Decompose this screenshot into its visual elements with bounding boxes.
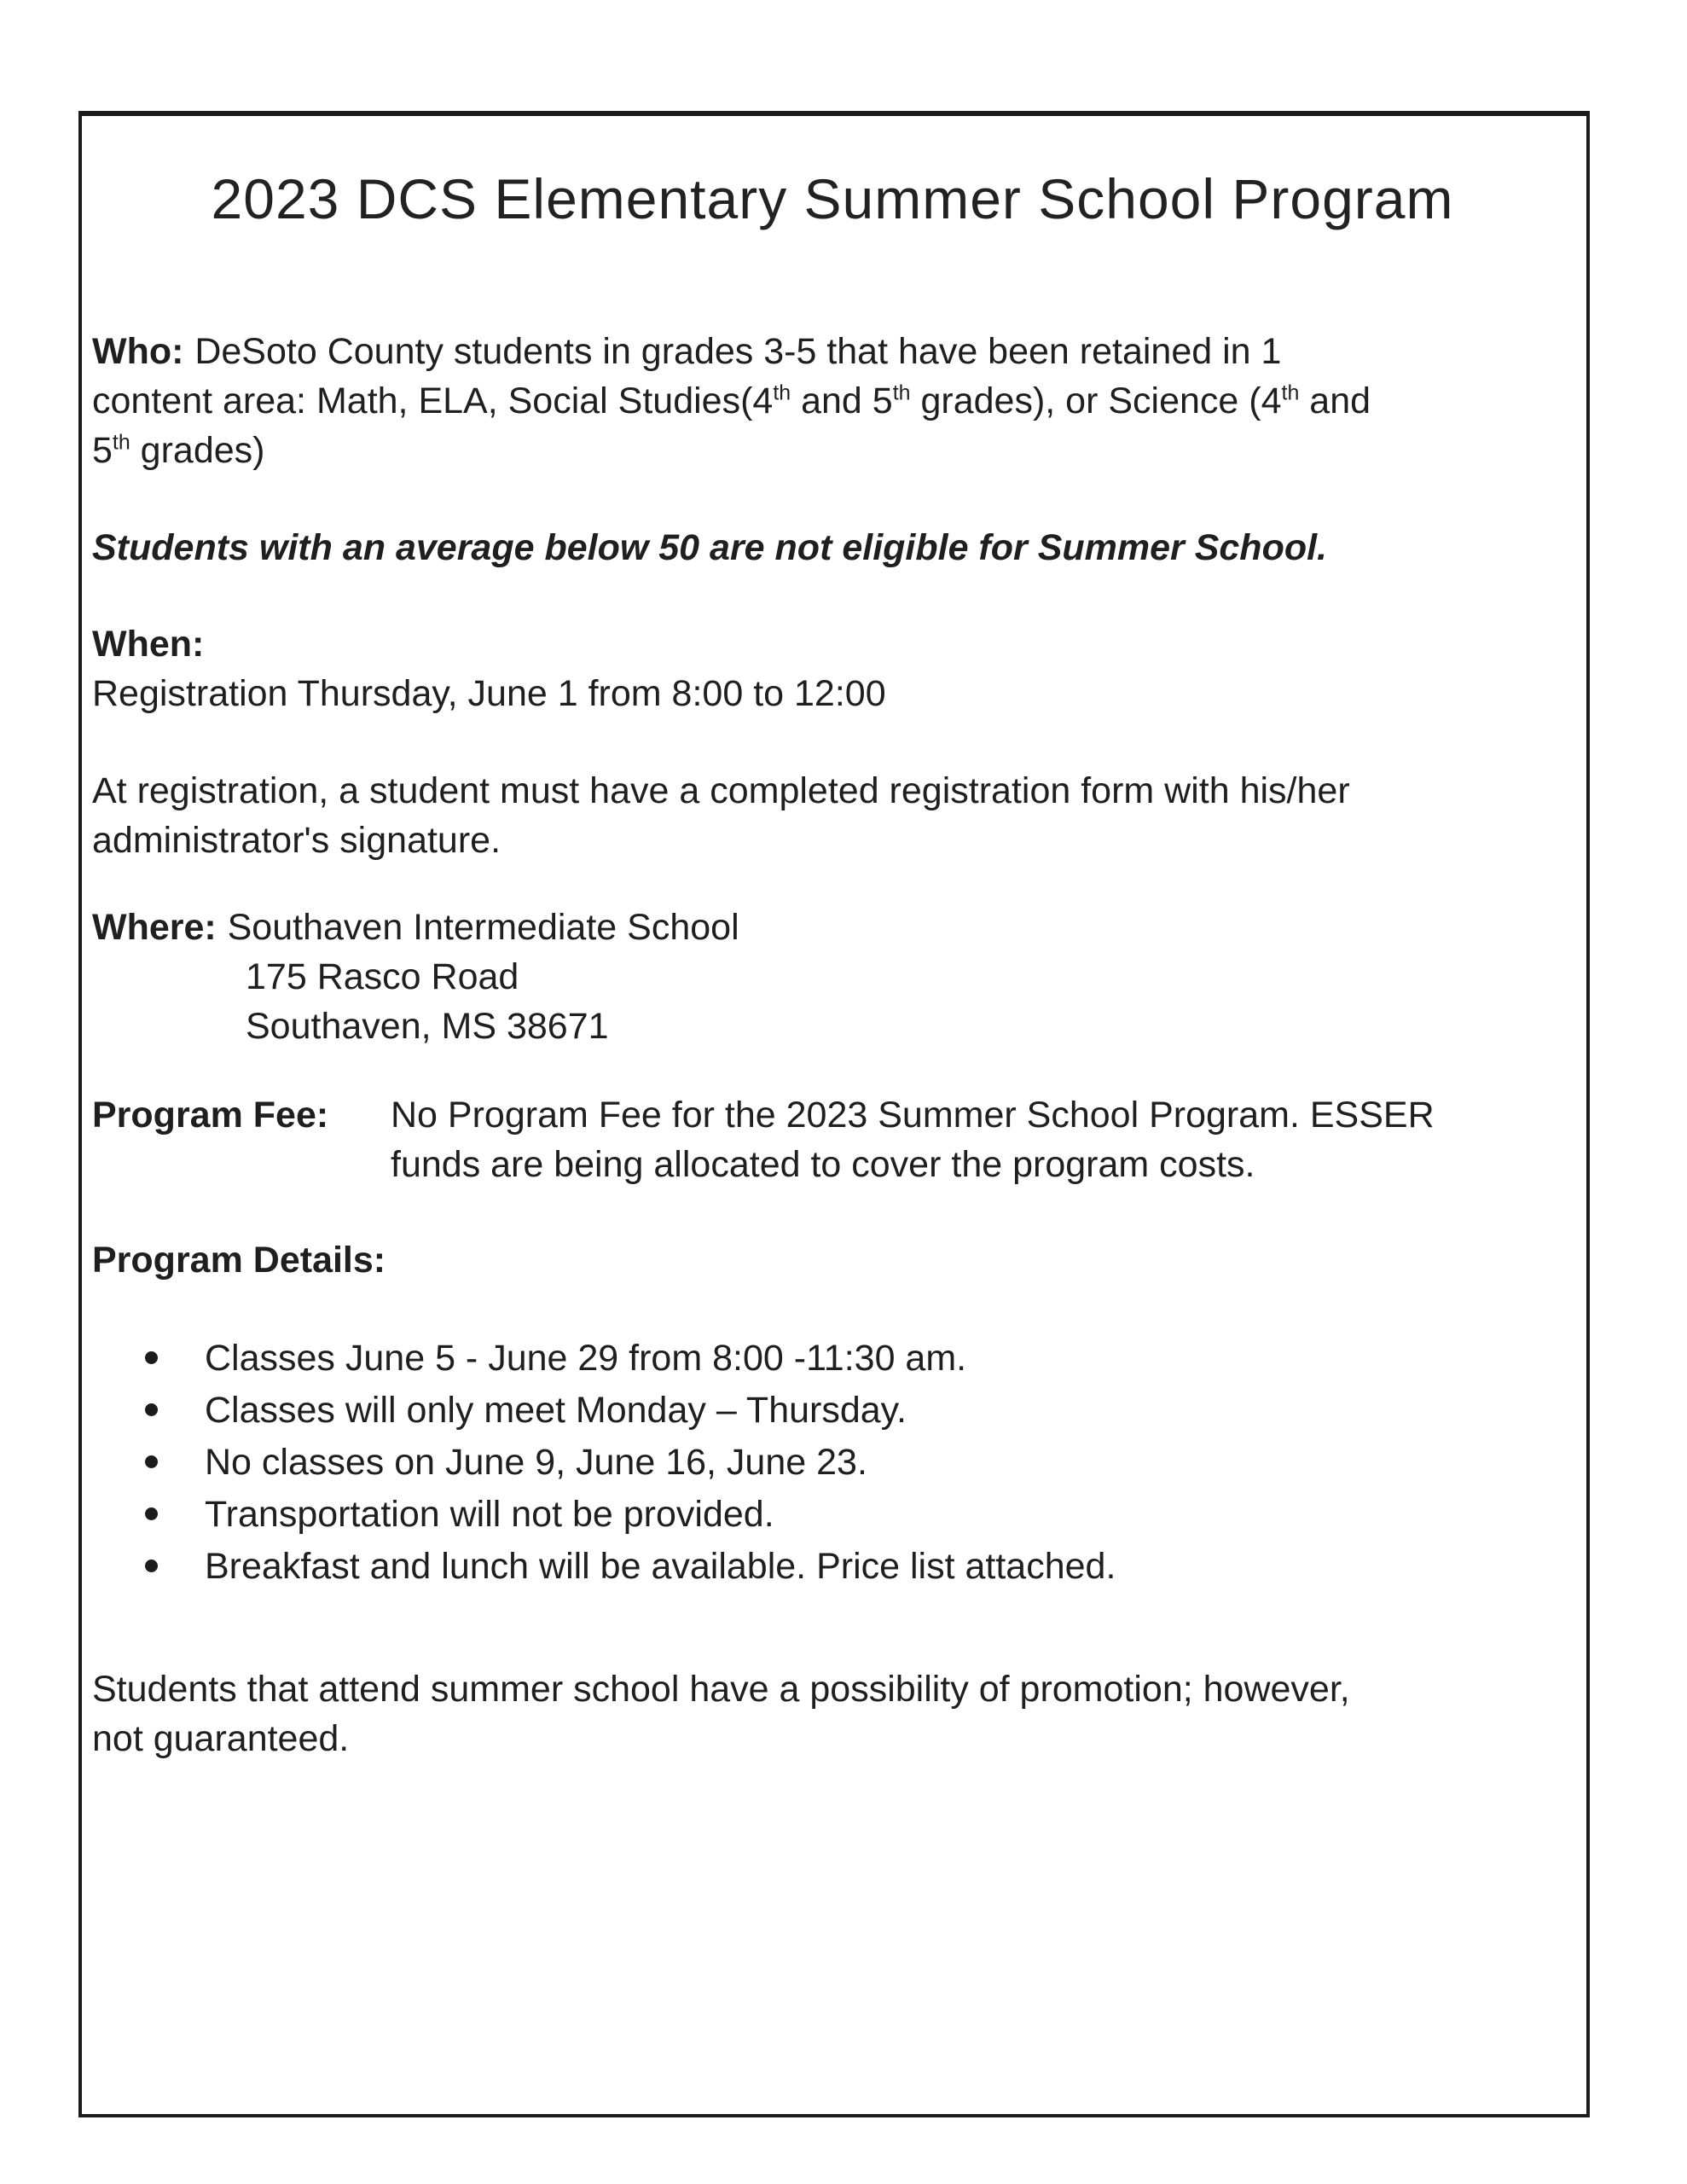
where-address-line-2: Southaven, MS 38671 — [246, 1006, 609, 1048]
document-border — [78, 111, 1590, 2117]
registration-requirement — [92, 766, 1573, 865]
registration-line: Registration Thursday, June 1 from 8:00 to 12:00 — [92, 673, 886, 715]
superscript-th: th — [892, 380, 911, 405]
closing-note-line-1: Students that attend summer school have a possibility of promotion; however, — [92, 1669, 1350, 1711]
program-details-label: Program Details: — [92, 1240, 386, 1281]
closing-note-line-2: not guaranteed. — [92, 1718, 350, 1760]
program-fee-label: Program Fee: — [92, 1095, 329, 1136]
program-fee-line-2: funds are being allocated to cover the program costs. — [391, 1144, 1255, 1186]
registration-requirement-line-2: administrator's signature. — [92, 820, 501, 862]
list-item: Classes June 5 - June 29 from 8:00 -11:30 am. — [92, 1333, 1573, 1383]
program-fee-row — [92, 1090, 1573, 1189]
who-line-2-text: grades), or Science (4 — [910, 380, 1282, 422]
registration-requirement-line-1: At registration, a student must have a completed registration form with his/her — [92, 770, 1350, 812]
list-item: Breakfast and lunch will be available. Price list attached. — [92, 1542, 1573, 1591]
who-label: Who: — [92, 331, 184, 373]
list-item: No classes on June 9, June 16, June 23. — [92, 1438, 1573, 1487]
closing-note — [92, 1664, 1573, 1763]
list-item: Classes will only meet Monday – Thursday. — [92, 1385, 1573, 1435]
eligibility-note: Students with an average below 50 are not eligible for Summer School. — [92, 527, 1327, 569]
where-block — [92, 903, 1573, 1051]
program-fee-text — [391, 1090, 1435, 1189]
when-label: When: — [92, 624, 205, 665]
who-line-2-text: content area: Math, ELA, Social Studies(4 — [92, 380, 774, 422]
who-paragraph — [92, 327, 1573, 475]
program-details-list — [92, 1333, 1573, 1591]
who-line-2-text: and — [1299, 380, 1371, 422]
who-line-3-text: grades) — [130, 430, 265, 472]
where-label: Where: — [92, 907, 217, 949]
who-line-3-text: 5 — [92, 430, 113, 472]
superscript-th: th — [773, 380, 791, 405]
who-line-1 — [92, 327, 1573, 376]
where-school: Southaven Intermediate School — [227, 907, 739, 949]
where-address-line-1: 175 Rasco Road — [246, 956, 519, 998]
who-line-3 — [92, 426, 1573, 475]
superscript-th: th — [112, 430, 130, 455]
who-line-2-text: and 5 — [791, 380, 893, 422]
program-fee-line-1: No Program Fee for the 2023 Summer School Program. ESSER — [391, 1095, 1435, 1136]
document-title: 2023 DCS Elementary Summer School Program — [211, 167, 1454, 230]
who-line-2 — [92, 376, 1573, 426]
where-line-1 — [92, 903, 1573, 952]
who-line-1-text: DeSoto County students in grades 3-5 that have been retained in 1 — [194, 331, 1282, 373]
superscript-th: th — [1281, 380, 1300, 405]
list-item: Transportation will not be provided. — [92, 1490, 1573, 1539]
